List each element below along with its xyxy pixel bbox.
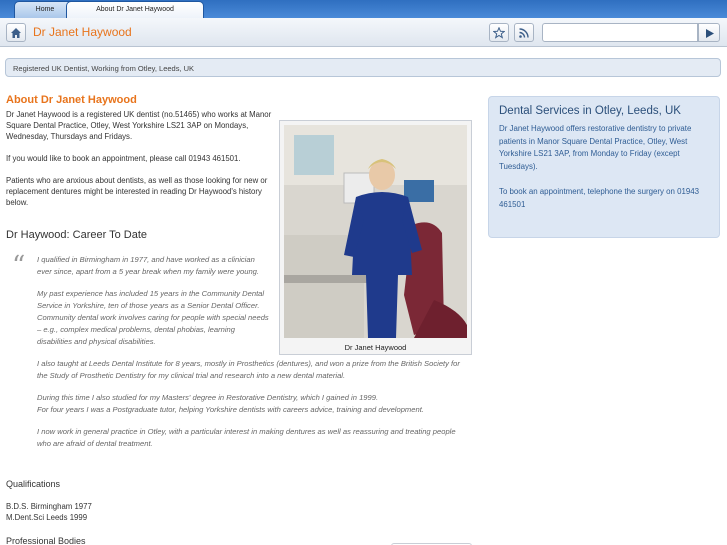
arrow-right-icon xyxy=(706,29,714,38)
star-icon xyxy=(493,27,505,39)
professional-bodies-heading: Professional Bodies xyxy=(6,536,86,545)
quote-mark-icon: “ xyxy=(12,251,26,281)
sidebar-services xyxy=(488,96,720,238)
booking-paragraph: If you would like to book an appointment, please call 01943 461501. xyxy=(6,154,241,163)
home-button[interactable] xyxy=(6,23,26,42)
search-input[interactable] xyxy=(542,23,698,42)
career-heading: Dr Haywood: Career To Date xyxy=(6,229,148,241)
qualifications-list xyxy=(6,501,92,523)
quote-paragraph: During this time I also studied for my Masters' degree in Restorative Dentistry, which I gained in 1999. xyxy=(37,393,379,402)
qualification-item: M.Dent.Sci Leeds 1999 xyxy=(6,513,88,522)
qualifications-heading: Qualifications xyxy=(6,479,61,489)
quote-paragraph: I now work in general practice in Otley, with a particular interest in making dentures as well as reassuring and treating people who are afraid of dental treatment. xyxy=(37,427,456,448)
sidebar-services-text: Dr Janet Haywood offers restorative dentistry to private patients in Manor Square Dental Practice, Otley, West Yorkshire LS21 3AP, from Monday to Friday (except Tuesdays). xyxy=(499,124,692,171)
quote-paragraph: My past experience has included 15 years in the Community Dental Service in Yorkshire, ten of those years as a Senior Dental Officer. Community dental work involves caring for people with special needs – e.g., complex medical problems, dental phobias, learning disabilities and physical disabilities. xyxy=(37,289,269,346)
sidebar-booking-text: To book an appointment, telephone the surgery on 01943 461501 xyxy=(499,187,700,209)
intro-paragraph: Dr Janet Haywood is a registered UK dentist (no.51465) who works at Manor Square Dental Practice, Otley, West Yorkshire LS21 3AP on Mondays, Wednesday, Thursdays and Fridays. xyxy=(6,110,272,141)
tab-about[interactable]: About Dr Janet Haywood xyxy=(66,1,204,18)
home-icon xyxy=(10,27,22,39)
search-go-button[interactable] xyxy=(698,23,720,42)
photo-caption: Dr Janet Haywood xyxy=(344,343,407,352)
career-quote xyxy=(37,254,469,460)
about-heading: About Dr Janet Haywood xyxy=(6,94,137,106)
tab-home[interactable]: Home xyxy=(14,1,76,18)
anxious-paragraph: Patients who are anxious about dentists, as well as those looking for new or replacement dentures might be interested in reading Dr Haywood's history below. xyxy=(6,176,268,207)
tab-bar xyxy=(0,0,727,18)
bookmark-button[interactable] xyxy=(489,23,509,42)
breadcrumb: Registered UK Dentist, Working from Otley, Leeds, UK xyxy=(5,58,721,77)
sidebar-title: Dental Services in Otley, Leeds, UK xyxy=(499,105,681,117)
quote-paragraph: I also taught at Leeds Dental Institute for 8 years, mostly in Prosthetics (dentures), and won a prize from the British Society for the Study of Prosthetic Dentistry for my clinical trial and research into a new dental material. xyxy=(37,359,460,380)
quote-paragraph: For four years I was a Postgraduate tutor, helping Yorkshire dentists with careers advice, training and development. xyxy=(37,405,424,414)
qualification-item: B.D.S. Birmingham 1977 xyxy=(6,502,92,511)
rss-icon xyxy=(518,27,530,39)
rss-button[interactable] xyxy=(514,23,534,42)
page-title-toolbar: Dr Janet Haywood xyxy=(33,25,132,39)
toolbar xyxy=(0,18,727,47)
quote-paragraph: I qualified in Birmingham in 1977, and have worked as a clinician ever since, apart from a 5 year break when my family were young. xyxy=(37,255,260,276)
